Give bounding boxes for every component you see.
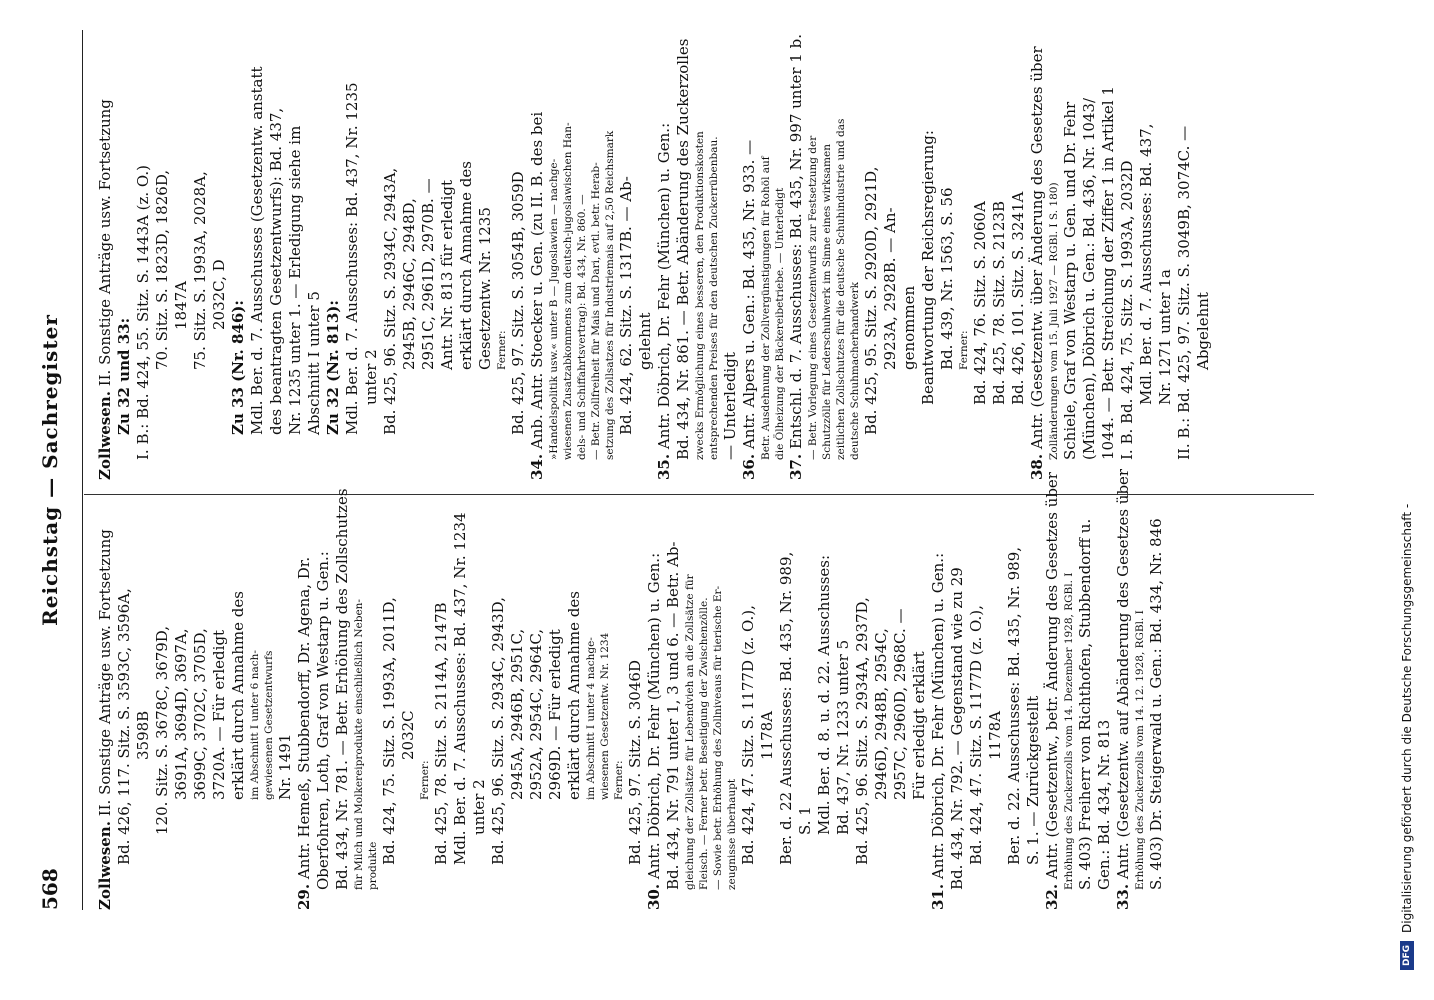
entry-line: 70. Sitz. S. 1823D, 1826D, xyxy=(153,169,171,370)
entry-line: Zu 32 und 33: xyxy=(115,317,133,435)
entry-line: Ber. d. 22 Ausschusses: Bd. 435, Nr. 989, xyxy=(777,551,795,865)
entry-line: 75. Sitz. S. 1993A, 2028A, xyxy=(191,171,209,370)
entry-line: zeugnisse überhaupt xyxy=(726,778,738,890)
entry-start-line: 36. Antr. Alpers u. Gen.: Bd. 435, Nr. 933. — xyxy=(740,139,758,480)
entry-line: wiesenen Gesetzentw. Nr. 1234 xyxy=(599,632,611,800)
right-column xyxy=(96,35,1213,480)
entry-line: Bd. 437, Nr. 1233 unter 5 xyxy=(834,639,852,835)
entry-line: 2032C, D xyxy=(210,259,228,330)
entry-line: — Unterledigt xyxy=(721,352,739,460)
entry-start-line: 38. Antr. (Gesetzentw. über Änderung des Gesetzes über xyxy=(1028,46,1046,480)
entry-line: genommen xyxy=(900,285,918,370)
entry-line: Zu 32 (Nr. 813): xyxy=(324,300,342,435)
entry-line: I. B.: Bd. 424, 55. Sitz. S. 1443A (z. O.) xyxy=(134,165,152,460)
entry-line: zwecks Ermöglichung eines besseren, den Produktionskosten xyxy=(694,131,706,460)
entry-line: S. 403) Freiherr von Richthofen, Stubbendorff u. xyxy=(1076,518,1094,890)
entry-line: für Milch und Molkereiprodukte einschließlich Neben- xyxy=(353,599,365,890)
entry-start-line: 35. Antr. Döbrich, Dr. Fehr (München) u. Gen.: xyxy=(655,122,673,480)
entry-line: Bd. 434, Nr. 781. — Betr. Erhöhung des Zollschutzes xyxy=(333,488,351,890)
entry-start-line: 32. Antr. (Gesetzentw., betr. Änderung des Gesetzes über xyxy=(1043,472,1061,910)
entry-line: erklärt durch Annahme des xyxy=(229,591,247,800)
entry-line: Ferner: xyxy=(496,330,508,370)
entry-line: Erhöhung des Zuckerzolls vom 14. Dezember 1928, RGBl. I xyxy=(1063,572,1075,890)
entry-line: 120. Sitz. S. 3678C, 3679D, xyxy=(153,625,171,835)
entry-line: 2945A, 2946B, 2951C, xyxy=(508,628,526,800)
entry-start-line: 31. Antr. Döbrich, Dr. Fehr (München) u. Gen.: xyxy=(929,552,947,910)
entry-line: Bd. 434, Nr. 861. — Betr. Abänderung des Zuckerzolles xyxy=(674,38,692,460)
entry-line: (München), Döbrich u. Gen.: Bd. 436, Nr. 1043/ xyxy=(1080,97,1098,460)
entry-line: Antr. Nr. 813 für erledigt xyxy=(438,179,456,370)
entry-line: 2923A, 2928B. — An- xyxy=(881,207,899,370)
entry-line: Bd. 425, 96. Sitz. S. 2934C, 2943A, xyxy=(381,167,399,435)
entry-line: Für erledigt erklärt xyxy=(910,651,928,800)
entry-line: 2969D. — Für erledigt xyxy=(546,629,564,800)
entry-line: gewiesenen Gesetzentwurfs xyxy=(263,650,275,800)
entry-line: unter 2 xyxy=(470,779,488,835)
entry-line: 3720A. — Für erledigt xyxy=(210,629,228,800)
entry-line: Mdl. Ber. d. 7. Ausschusses: Bd. 437, xyxy=(1137,123,1155,405)
entry-line: Nr. 1271 unter 1a xyxy=(1156,269,1174,405)
entry-line: Mdl. Ber. d. 8. u. d. 22. Ausschusses: xyxy=(815,554,833,835)
entry-line: deutsche Schuhmacherhandwerk xyxy=(849,281,861,460)
entry-line: Ferner: xyxy=(958,330,970,370)
entry-line: gelehnt xyxy=(636,312,654,370)
left-section-heading: Zollwesen. II. Sonstige Anträge usw. Fortsetzung xyxy=(96,529,114,910)
entry-start-line: 33. Antr. (Gesetzentw. auf Abänderung des Gesetzes über xyxy=(1114,468,1132,910)
entry-line: Bd. 439, Nr. 1563, S. 56 xyxy=(938,187,956,370)
entry-line: Beantwortung der Reichsregierung: xyxy=(919,130,937,405)
entry-line: Mdl. Ber. d. 7. Ausschusses: Bd. 437, Nr. 1235 xyxy=(343,82,361,435)
entry-line: S. 403) Dr. Steigerwald u. Gen.: Bd. 434, Nr. 846 xyxy=(1147,518,1165,890)
entry-line: im Abschnitt I unter 6 nach- xyxy=(249,650,261,800)
header-rule xyxy=(82,30,83,910)
entry-line: 2952A, 2954C, 2964C, xyxy=(527,628,545,800)
entry-line: I. B. Bd. 424, 75. Sitz. S. 1993A, 2032D xyxy=(1118,160,1136,460)
entry-line: — Sowie betr. Erhöhung des Zollniveaus für tierische Er- xyxy=(712,585,724,890)
entry-line: Erhöhung des Zuckerzolls vom 14. 12. 1928, RGBl. I xyxy=(1134,610,1146,890)
entry-line: Bd. 425, 78. Sitz. S. 2114A, 2147B xyxy=(432,602,450,865)
entry-start-line: 30. Antr. Döbrich, Dr. Fehr (München) u. Gen.: xyxy=(645,552,663,910)
entry-line: Mdl. Ber. d. 7. Ausschusses: Bd. 437, Nr. 1234 xyxy=(451,512,469,865)
entry-line: setzung des Zollsatzes für Industriemais auf 2,50 Reichsmark xyxy=(604,130,616,460)
entry-line: Bd. 434, Nr. 791 unter 1, 3 und 6. — Betr. Ab- xyxy=(664,541,682,890)
entry-start-line: 37. Entschl. d. 7. Ausschusses: Bd. 435, Nr. 997 unter 1 b. xyxy=(787,34,805,480)
page-header xyxy=(38,30,78,910)
entry-line: Bd. 425, 95. Sitz. S. 2920D, 2921D, xyxy=(862,166,880,435)
entry-start-line: 29. Antr. Hemeß, Stubbendorff, Dr. Agena, Dr. xyxy=(295,556,313,910)
entry-line: 1178A xyxy=(986,710,1004,760)
entry-line: erklärt durch Annahme des xyxy=(565,591,583,800)
entry-line: des beantragten Gesetzentwurfs): Bd. 437, xyxy=(267,107,285,435)
entry-line: Bd. 424, 76. Sitz. S. 2060A xyxy=(971,201,989,405)
left-column xyxy=(96,468,1166,910)
entry-line: 2945B, 2946C, 2948D, xyxy=(400,198,418,370)
page-number: 568 xyxy=(38,868,62,910)
entry-line: die Ölheizung der Bäckereibetriebe. — Unterledigt xyxy=(774,187,786,460)
entry-line: Nr. 1235 unter 1. — Erledigung siehe im xyxy=(286,125,304,435)
entry-line: 1178A xyxy=(758,710,776,760)
entry-line: Bd. 425, 97. Sitz. S. 3046D xyxy=(626,660,644,865)
entry-line: Mdl. Ber. d. 7. Ausschusses (Gesetzentw. anstatt xyxy=(248,66,266,435)
entry-line: Ferner: xyxy=(613,760,625,800)
entry-line: Betr. Ausdehnung der Zollvergünstigungen für Rohöl auf xyxy=(760,156,772,460)
entry-line: 2951C, 2961D, 2970B. — xyxy=(419,178,437,370)
entry-line: Schutzzölle für Lederschuhwerk im Sinne eines wirksamen xyxy=(821,144,833,460)
entry-line: 1044. — Betr. Streichung der Ziffer 1 in Artikel 1 xyxy=(1099,86,1117,460)
entry-line: Bd. 424, 75. Sitz. S. 1993A, 2011D, xyxy=(380,597,398,865)
entry-line: unter 2 xyxy=(362,349,380,405)
entry-line: »Handelspolitik usw.« unter B — Jugoslawien — nachge- xyxy=(548,158,560,460)
entry-line: 3691A, 3694D, 3697A, xyxy=(172,628,190,800)
entry-line: 2032C xyxy=(399,710,417,760)
entry-line: gleichung der Zollsätze für Lebendvieh an die Zollsätze für xyxy=(684,574,696,890)
entry-line: Gesetzentw. Nr. 1235 xyxy=(476,207,494,370)
entry-line: Zolländerungen vom 15. Juli 1927 — RGBl. I S. 180) xyxy=(1048,182,1060,460)
entry-line: wiesenen Zusatzabkommens zum deutsch-jugoslawischen Han- xyxy=(562,122,574,460)
entry-line: Bd. 425, 96. Sitz. S. 2934A, 2937D, xyxy=(853,597,871,865)
entry-line: Bd. 434, Nr. 792. — Gegenstand wie zu 29 xyxy=(948,567,966,890)
entry-line: 3598B xyxy=(134,710,152,760)
left-entries xyxy=(115,468,1166,910)
entry-line: Abschnitt I unter 5 xyxy=(305,291,323,435)
entry-line: 1847A xyxy=(172,280,190,330)
entry-line: Bd. 426, 101. Sitz. S. 3241A xyxy=(1009,191,1027,405)
entry-line: Bd. 425, 97. Sitz. S. 3054B, 3059D xyxy=(509,171,527,435)
footer-text: Digitalisierung gefördert durch die Deutsche Forschungsgemeinschaft - xyxy=(1400,503,1414,933)
right-entries xyxy=(115,35,1213,480)
entry-line: Ber. d. 22. Ausschusses: Bd. 435, Nr. 989, xyxy=(1005,546,1023,865)
entry-line: Gen.: Bd. 434, Nr. 813 xyxy=(1095,719,1113,890)
entry-start-line: 34. Anb. Antr. Stoecker u. Gen. (zu II. B. des bei xyxy=(528,111,546,480)
entry-line: dels- und Schiffahrtsvertrag): Bd. 434, Nr. 860. — xyxy=(576,194,588,460)
entry-line: Bd. 424, 62. Sitz. S. 1317B. — Ab- xyxy=(617,176,635,435)
entry-line: Schiele, Graf von Westarp u. Gen. und Dr. Fehr xyxy=(1061,101,1079,460)
dfg-logo: DFG xyxy=(1400,941,1414,970)
page-title: Reichstag — Sachregister xyxy=(38,314,62,626)
entry-line: Zu 33 (Nr. 846): xyxy=(229,300,247,435)
entry-line: entsprechenden Preises für den deutschen Zuckerrübenbau. xyxy=(708,136,720,460)
right-section-heading: Zollwesen. II. Sonstige Anträge usw. Fortsetzung xyxy=(96,99,114,480)
entry-line: Oberfohren, Loth, Graf von Westarp u. Gen.: xyxy=(314,551,332,890)
entry-line: produkte xyxy=(367,841,379,890)
entry-line: Bd. 424, 47. Sitz. S. 1177D (z. O.), xyxy=(739,605,757,865)
entry-line: im Abschnitt I unter 4 nachge- xyxy=(585,637,597,800)
entry-line: S. 1. — Zurückgestellt xyxy=(1024,695,1042,865)
entry-line: 3699C, 3702C, 3705D, xyxy=(191,628,209,800)
entry-line: zeitlichen Zollschutzes für die deutsche Schuhindustrie und das xyxy=(835,118,847,460)
entry-line: Bd. 425, 78. Sitz. S. 2123B xyxy=(990,201,1008,405)
entry-line: Bd. 426, 117. Sitz. S. 3593C, 3596A, xyxy=(115,588,133,865)
entry-line: Bd. 424, 47. Sitz. S. 1177D (z. O.), xyxy=(967,605,985,865)
entry-line: erklärt durch Annahme des xyxy=(457,161,475,370)
digitization-footer xyxy=(1400,504,1414,970)
entry-line: Bd. 425, 96. Sitz. S. 2934C, 2943D, xyxy=(489,597,507,865)
entry-line: Ferner: xyxy=(419,760,431,800)
entry-line: S. 1 xyxy=(796,806,814,835)
entry-line: 2957C, 2960D, 2968C. — xyxy=(891,608,909,800)
entry-line: 2946D, 2948B, 2954C, xyxy=(872,628,890,800)
entry-line: Nr. 1491 xyxy=(276,733,294,800)
entry-line: — Betr. Vorlegung eines Gesetzentwurfs zur Festsetzung der xyxy=(807,135,819,460)
entry-line: — Betr. Zollfreiheit für Mais und Dari, evtl. betr. Herab- xyxy=(590,162,602,460)
entry-line: Fleisch. — Ferner betr. Beseitigung der Zwischenzölle. xyxy=(698,597,710,890)
entry-line: Abgelehnt xyxy=(1194,292,1212,370)
entry-line: II. B.: Bd. 425, 97. Sitz. S. 3049B, 3074C. — xyxy=(1175,125,1193,460)
